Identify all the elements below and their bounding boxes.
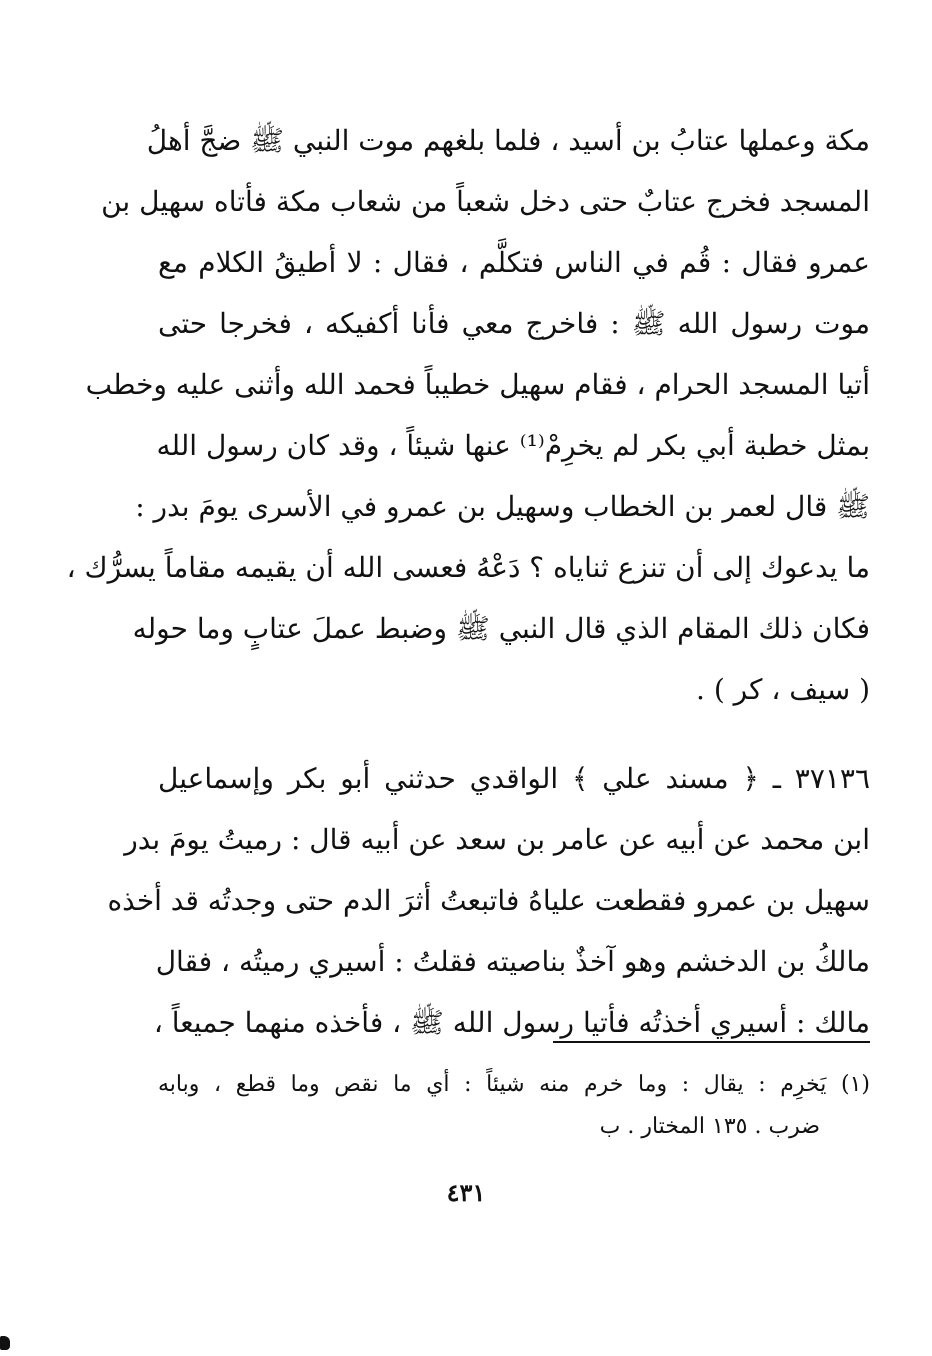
paragraph-1 (66, 110, 870, 720)
text-line: مالك : أسيري أخذتُه فأتيا رسول الله ﷺ ، فأخذه منهما جميعاً ، (153, 1006, 870, 1039)
text-line: موت رسول الله ﷺ : فاخرج معي فأنا أكفيكه ، فخرجا حتى (158, 307, 870, 340)
footnote-line: ضرب . ١٣٥ المختار . ب (599, 1114, 820, 1139)
text-line: ( سيف ، كر ) . (696, 673, 870, 706)
text-line: مكة وعملها عتابُ بن أسيد ، فلما بلغهم موت النبي ﷺ ضجَّ أهلُ (146, 124, 870, 157)
text-line: ابن محمد عن أبيه عن عامر بن سعد عن أبيه قال : رميتُ يومَ بدر (124, 823, 870, 856)
paragraph-2 (107, 748, 870, 1053)
main-text (66, 110, 870, 1053)
footnote-line: (١) يَخرِم : يقال : وما خرم منه شيئاً : أي ما نقص وما قطع ، وبابه (158, 1072, 870, 1097)
text-line: سهيل بن عمرو فقطعت علياهُ فاتبعتُ أثرَ الدم حتى وجدتُه قد أخذه (107, 884, 870, 917)
text-line: أتيا المسجد الحرام ، فقام سهيل خطيباً فحمد الله وأثنى عليه وخطب (85, 368, 870, 401)
footnotes (158, 1064, 870, 1148)
text-line: ﷺ قال لعمر بن الخطاب وسهيل بن عمرو في الأسرى يومَ بدر : (135, 490, 870, 523)
footnote-separator (553, 1041, 870, 1043)
scan-mark (0, 1336, 10, 1350)
text-line: ٣٧١٣٦ ـ ﴿ مسند علي ﴾ الواقدي حدثني أبو بكر وإسماعيل (158, 762, 870, 795)
text-line: فكان ذلك المقام الذي قال النبي ﷺ وضبط عملَ عتابٍ وما حوله (132, 612, 870, 645)
text-line: عمرو فقال : قُم في الناس فتكلَّم ، فقال : لا أطيقُ الكلام مع (158, 246, 870, 279)
text-line: بمثل خطبة أبي بكر لم يخرِمْ⁽¹⁾ عنها شيئاً ، وقد كان رسول الله (156, 429, 870, 462)
text-line: ما يدعوك إلى أن تنزع ثناياه ؟ دَعْهُ فعسى الله أن يقيمه مقاماً يسرُّك ، (66, 551, 870, 584)
text-line: مالكُ بن الدخشم وهو آخذٌ بناصيته فقلتُ : أسيري رميتُه ، فقال (155, 945, 870, 978)
text-line: المسجد فخرج عتابٌ حتى دخل شعباً من شعاب مكة فأتاه سهيل بن (101, 185, 870, 218)
page-number: ٤٣١ (446, 1178, 486, 1207)
paragraph-gap (158, 720, 870, 748)
